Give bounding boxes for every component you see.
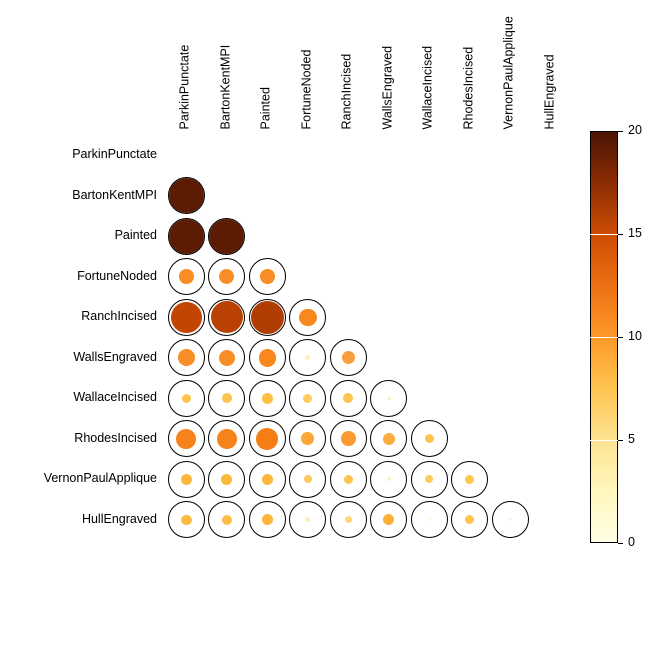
matrix-cell-dot <box>219 350 235 366</box>
matrix-cell-dot <box>169 219 204 254</box>
matrix-cell-dot <box>341 431 356 446</box>
matrix-cell-dot <box>222 515 232 525</box>
row-label-8: VernonPaulApplique <box>43 471 157 486</box>
matrix-cell-dot <box>465 475 474 484</box>
row-label-5: WallsEngraved <box>73 349 157 364</box>
matrix-cell-dot <box>211 301 243 333</box>
matrix-cell-dot <box>179 269 194 284</box>
matrix-cell-dot <box>178 349 195 366</box>
column-label-8: VernonPaulApplique <box>501 16 516 130</box>
matrix-cell-dot <box>387 477 391 481</box>
column-label-4: RanchIncised <box>339 53 354 130</box>
colorbar-tick-out-0 <box>618 543 623 544</box>
row-label-7: RhodesIncised <box>74 430 157 445</box>
matrix-cell-dot <box>259 349 277 367</box>
column-label-3: FortuneNoded <box>299 49 314 130</box>
matrix-cell-dot <box>251 301 284 334</box>
colorbar-tick-out-3 <box>618 234 623 235</box>
matrix-cell-dot <box>171 302 202 333</box>
matrix-cell-dot <box>303 394 312 403</box>
column-label-0: ParkinPunctate <box>177 44 192 130</box>
colorbar-tick-label-4: 20 <box>628 123 642 137</box>
column-label-6: WallaceIncised <box>420 45 435 130</box>
column-label-7: RhodesIncised <box>461 46 476 130</box>
row-label-6: WallaceIncised <box>73 390 157 405</box>
column-label-9: HullEngraved <box>542 54 557 130</box>
matrix-cell-dot <box>181 515 192 526</box>
matrix-cell-dot <box>222 393 232 403</box>
matrix-cell-dot <box>344 475 353 484</box>
colorbar-tick-mark-3 <box>590 234 618 235</box>
colorbar-tick-mark-2 <box>590 337 618 338</box>
matrix-cell-dot <box>301 432 314 445</box>
matrix-cell-dot <box>262 514 273 525</box>
column-label-2: Painted <box>258 87 273 130</box>
colorbar-tick-out-2 <box>618 337 623 338</box>
matrix-cell-dot <box>260 269 275 284</box>
matrix-cell-dot <box>217 429 237 449</box>
row-label-2: Painted <box>114 228 157 243</box>
matrix-cell-dot <box>387 397 391 401</box>
matrix-cell-dot <box>305 517 310 522</box>
colorbar-tick-label-2: 10 <box>628 329 642 343</box>
matrix-cell-dot <box>262 474 273 485</box>
row-label-3: FortuneNoded <box>77 268 157 283</box>
matrix-cell-dot <box>169 178 204 213</box>
row-label-4: RanchIncised <box>81 309 157 324</box>
matrix-cell-dot <box>221 474 232 485</box>
row-label-0: ParkinPunctate <box>72 147 157 162</box>
colorbar-tick-out-4 <box>618 131 623 132</box>
colorbar-tick-label-0: 0 <box>628 535 635 549</box>
matrix-cell-dot <box>262 393 273 404</box>
matrix-cell-dot <box>383 433 395 445</box>
matrix-cell-dot <box>181 474 192 485</box>
colorbar-tick-label-3: 15 <box>628 226 642 240</box>
column-label-1: BartonKentMPI <box>218 44 233 130</box>
colorbar-tick-out-1 <box>618 440 623 441</box>
matrix-cell-dot <box>182 394 191 403</box>
matrix-cell-dot <box>256 428 278 450</box>
colorbar-tick-label-1: 5 <box>628 432 635 446</box>
matrix-cell-dot <box>305 355 310 360</box>
row-label-9: HullEngraved <box>81 511 157 526</box>
row-label-1: BartonKentMPI <box>72 187 157 202</box>
matrix-cell-dot <box>299 309 317 327</box>
matrix-cell-dot <box>425 434 434 443</box>
column-label-5: WallsEngraved <box>380 45 395 130</box>
matrix-cell-dot <box>209 219 244 254</box>
colorbar-tick-mark-1 <box>590 440 618 441</box>
